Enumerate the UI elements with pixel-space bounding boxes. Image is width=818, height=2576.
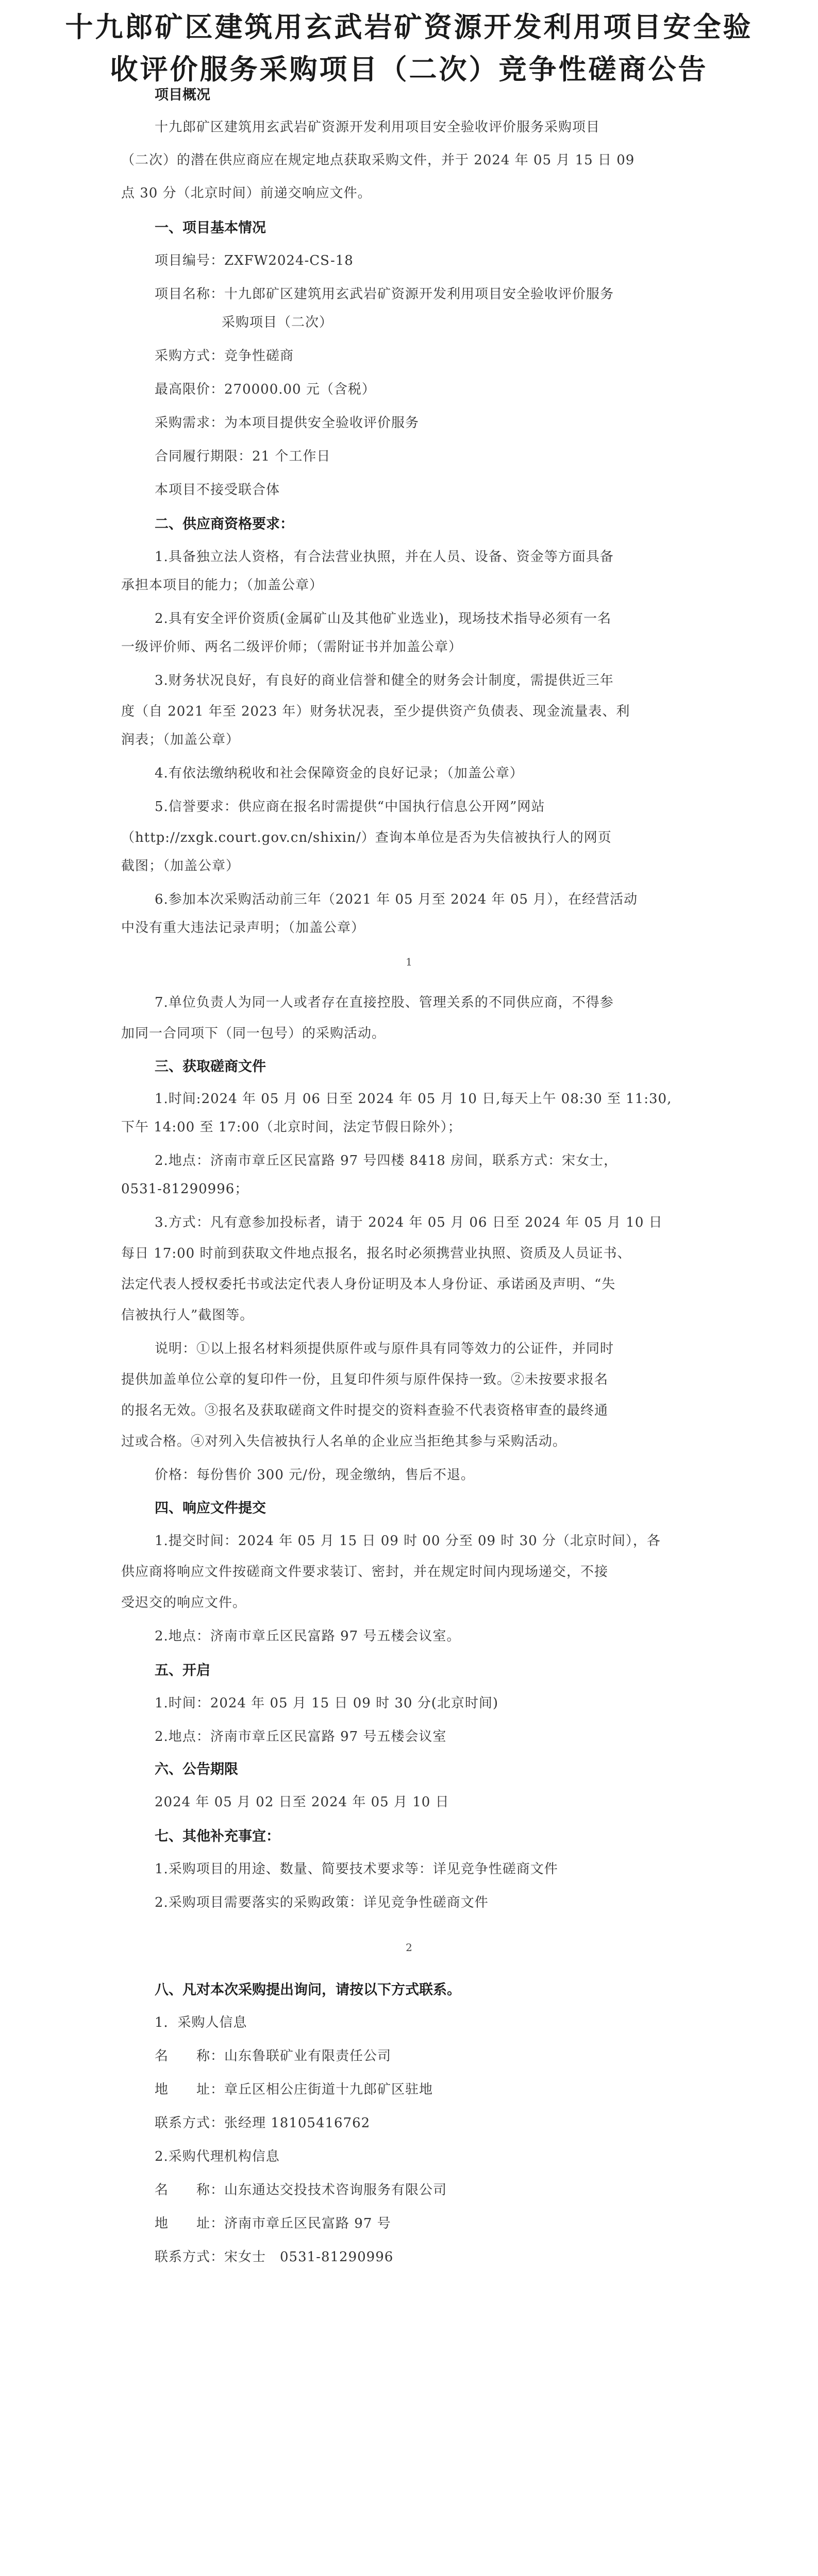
qualification-line: 截图；（加盖公章） <box>121 858 240 874</box>
acquisition-line: 2.地点：济南市章丘区民富路 97 号四楼 8418 房间，联系方式：宋女士， <box>155 1153 618 1168</box>
acquisition-note: 提供加盖单位公章的复印件一份，且复印件须与原件保持一致。②未按要求报名 <box>121 1372 609 1387</box>
acquisition-line: 下午 14:00 至 17:00（北京时间，法定节假日除外）； <box>121 1120 462 1135</box>
section-heading: 三、获取磋商文件 <box>155 1059 266 1075</box>
qualification-line: 7.单位负责人为同一人或者存在直接控股、管理关系的不同供应商，不得参 <box>155 995 614 1010</box>
page-number: 2 <box>406 1941 412 1954</box>
overview-heading: 项目概况 <box>155 87 210 103</box>
supplement-line: 2.采购项目需要落实的采购政策：详见竞争性磋商文件 <box>155 1895 489 1910</box>
section-heading: 二、供应商资格要求： <box>155 516 294 532</box>
purchaser-address-label: 地 址： <box>155 2082 225 2097</box>
acquisition-line: 每日 17:00 时前到获取文件地点报名，报名时必须携营业执照、资质及人员证书、 <box>121 1246 631 1261</box>
section-heading: 六、公告期限 <box>155 1761 238 1777</box>
qualification-line: 3.财务状况良好，有良好的商业信誉和健全的财务会计制度，需提供近三年 <box>155 673 614 688</box>
section-heading: 一、项目基本情况 <box>155 220 266 236</box>
qualification-line: 2.具有安全评价资质(金属矿山及其他矿业选业)，现场技术指导必须有一名 <box>155 611 612 626</box>
qualification-line: 中没有重大违法记录声明；（加盖公章） <box>121 920 365 936</box>
overview-line: 十九郎矿区建筑用玄武岩矿资源开发利用项目安全验收评价服务采购项目 <box>155 120 600 135</box>
procurement-requirement: 采购需求：为本项目提供安全验收评价服务 <box>155 415 420 431</box>
project-number: 项目编号：ZXFW2024-CS-18 <box>155 253 354 268</box>
acquisition-note: 说明：①以上报名材料须提供原件或与原件具有同等效力的公证件，并同时 <box>155 1341 614 1357</box>
qualification-line: 1.具备独立法人资格，有合法营业执照，并在人员、设备、资金等方面具备 <box>155 549 614 565</box>
overview-line: （二次）的潜在供应商应在规定地点获取采购文件，并于 2024 年 05 月 15 日 09 <box>121 152 635 168</box>
acquisition-line: 1.时间:2024 年 05 月 06 日至 2024 年 05 月 10 日,每天上午 08:30 至 11:30, <box>155 1091 672 1107</box>
qualification-line: 润表；（加盖公章） <box>121 732 240 748</box>
supplement-line: 1.采购项目的用途、数量、简要技术要求等：详见竞争性磋商文件 <box>155 1861 558 1877</box>
qualification-line: 一级评价师、两名二级评价师；（需附证书并加盖公章） <box>121 639 463 655</box>
qualification-line: 5.信誉要求：供应商在报名时需提供“中国执行信息公开网”网站 <box>155 799 545 815</box>
agency-contact: 联系方式：宋女士 0531-81290996 <box>155 2249 394 2265</box>
no-consortium: 本项目不接受联合体 <box>155 482 280 498</box>
agency-name-label: 名 称： <box>155 2182 225 2198</box>
opening-line: 1.时间：2024 年 05 月 15 日 09 时 30 分(北京时间) <box>155 1696 498 1711</box>
submission-line: 供应商将响应文件按磋商文件要求装订、密封，并在规定时间内现场递交，不接 <box>121 1564 609 1580</box>
acquisition-line: 信被执行人”截图等。 <box>121 1308 254 1323</box>
submission-line: 2.地点：济南市章丘区民富路 97 号五楼会议室。 <box>155 1629 461 1644</box>
section-heading: 八、凡对本次采购提出询问，请按以下方式联系。 <box>155 1982 461 1998</box>
section-heading: 四、响应文件提交 <box>155 1500 266 1516</box>
overview-line: 点 30 分（北京时间）前递交响应文件。 <box>121 185 372 201</box>
submission-line: 1.提交时间：2024 年 05 月 15 日 09 时 00 分至 09 时 30 分（北京时间），各 <box>155 1533 661 1549</box>
agency-address <box>155 2213 391 2232</box>
qualification-line: 度（自 2021 年至 2023 年）财务状况表，至少提供资产负债表、现金流量表、利 <box>121 704 630 719</box>
purchaser-title: 1．采购人信息 <box>155 2015 247 2030</box>
project-name-cont: 采购项目（二次） <box>222 315 333 330</box>
purchaser-name <box>155 2045 391 2064</box>
document-price: 价格：每份售价 300 元/份，现金缴纳，售后不退。 <box>155 1467 475 1483</box>
procurement-method: 采购方式：竞争性磋商 <box>155 348 294 364</box>
agency-title: 2.采购代理机构信息 <box>155 2149 280 2164</box>
agency-name <box>155 2179 447 2198</box>
page-number: 1 <box>406 956 412 968</box>
section-heading: 七、其他补充事宜： <box>155 1828 280 1844</box>
contract-period: 合同履行期限：21 个工作日 <box>155 449 331 464</box>
project-name: 项目名称：十九郎矿区建筑用玄武岩矿资源开发利用项目安全验收评价服务 <box>155 286 614 302</box>
agency-address-label: 地 址： <box>155 2216 225 2231</box>
acquisition-line: 0531-81290996； <box>121 1181 249 1197</box>
acquisition-line: 3.方式：凡有意参加投标者，请于 2024 年 05 月 06 日至 2024 年 05 月 10 日 <box>155 1215 663 1230</box>
doc-title-line-2: 收评价服务采购项目（二次）竞争性磋商公告 <box>110 53 708 86</box>
qualification-line: 4.有依法缴纳税收和社会保障资金的良好记录；（加盖公章） <box>155 766 524 781</box>
agency-name-value: 山东通达交投技术咨询服务有限公司 <box>224 2182 447 2198</box>
agency-address-value: 济南市章丘区民富路 97 号 <box>224 2216 391 2231</box>
purchaser-name-value: 山东鲁联矿业有限责任公司 <box>224 2048 392 2064</box>
purchaser-name-label: 名 称： <box>155 2048 225 2064</box>
acquisition-line: 法定代表人授权委托书或法定代表人身份证明及本人身份证、承诺函及声明、“失 <box>121 1277 616 1292</box>
section-heading: 五、开启 <box>155 1663 210 1679</box>
purchaser-address <box>155 2079 433 2098</box>
qualification-line: 加同一合同项下（同一包号）的采购活动。 <box>121 1026 386 1041</box>
qualification-line: 承担本项目的能力；（加盖公章） <box>121 578 324 593</box>
qualification-line: （http://zxgk.court.gov.cn/shixin/）查询本单位是否为失信被执行人的网页 <box>121 830 612 845</box>
acquisition-note: 过或合格。④对列入失信被执行人名单的企业应当拒绝其参与采购活动。 <box>121 1434 567 1449</box>
purchaser-address-value: 章丘区相公庄街道十九郎矿区驻地 <box>224 2082 433 2097</box>
doc-title-line-1: 十九郎矿区建筑用玄武岩矿资源开发利用项目安全验 <box>65 11 753 43</box>
max-price: 最高限价：270000.00 元（含税） <box>155 382 376 397</box>
submission-line: 受迟交的响应文件。 <box>121 1595 247 1611</box>
opening-line: 2.地点：济南市章丘区民富路 97 号五楼会议室 <box>155 1729 447 1744</box>
acquisition-note: 的报名无效。③报名及获取磋商文件时提交的资料查验不代表资格审查的最终通 <box>121 1403 609 1418</box>
qualification-line: 6.参加本次采购活动前三年（2021 年 05 月至 2024 年 05 月），在经营活动 <box>155 892 638 907</box>
notice-period: 2024 年 05 月 02 日至 2024 年 05 月 10 日 <box>155 1794 449 1810</box>
purchaser-contact: 联系方式：张经理 18105416762 <box>155 2115 371 2131</box>
